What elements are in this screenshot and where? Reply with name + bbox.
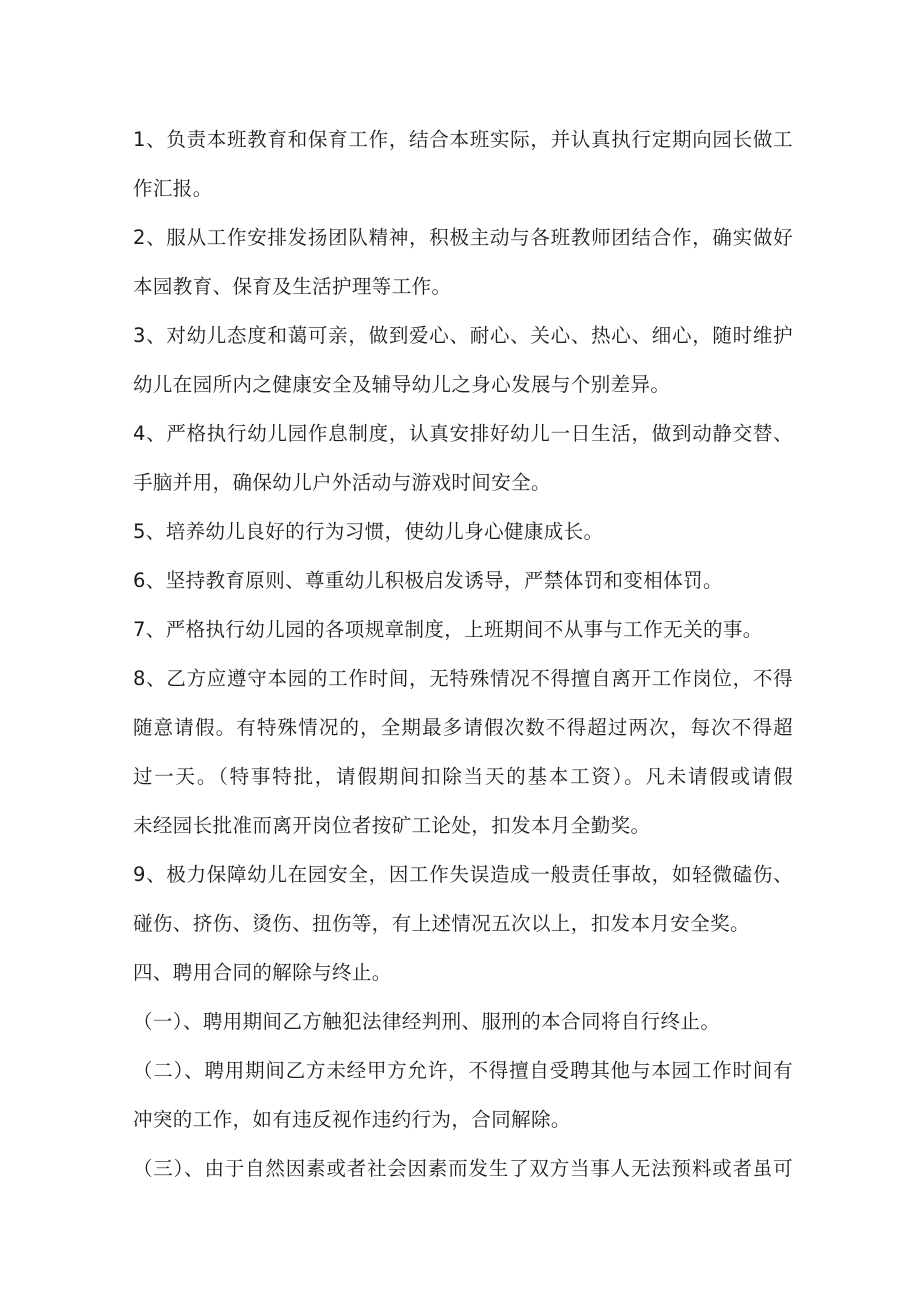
- clause-4-line-2: 手脑并用，确保幼儿户外活动与游戏时间安全。: [133, 471, 551, 494]
- subclause-1-line-1: （一）、聘用期间乙方触犯法律经判刑、服刑的本合同将自行终止。: [133, 1010, 721, 1033]
- clause-8-line-3: 过一天。（特事特批，请假期间扣除当天的基本工资）。凡未请假或请假: [133, 765, 793, 788]
- clause-6-line-1: 6、坚持教育原则、尊重幼儿积极启发诱导，严禁体罚和变相体罚。: [133, 569, 723, 592]
- clause-8-line-2: 随意请假。有特殊情况的，全期最多请假次数不得超过两次，每次不得超: [133, 716, 793, 739]
- clause-2-line-2: 本园教育、保育及生活护理等工作。: [133, 275, 452, 298]
- clause-3-line-1: 3、对幼儿态度和蔼可亲，做到爱心、耐心、关心、热心、细心，随时维护: [133, 324, 793, 347]
- section-4-heading: 四、聘用合同的解除与终止。: [133, 961, 392, 984]
- subclause-2-line-1: （二）、聘用期间乙方未经甲方允许，不得擅自受聘其他与本园工作时间有: [133, 1059, 793, 1082]
- clause-8-line-4: 未经园长批准而离开岗位者按矿工论处，扣发本月全勤奖。: [133, 814, 651, 837]
- clause-4-line-1: 4、严格执行幼儿园作息制度，认真安排好幼儿一日生活，做到动静交替、: [133, 422, 793, 445]
- clause-9-line-1: 9、极力保障幼儿在园安全，因工作失误造成一般责任事故，如轻微磕伤、: [133, 863, 793, 886]
- clause-2-line-1: 2、服从工作安排发扬团队精神，积极主动与各班教师团结合作，确实做好: [133, 226, 793, 249]
- subclause-3-line-1: （三）、由于自然因素或者社会因素而发生了双方当事人无法预料或者虽可: [133, 1157, 793, 1180]
- subclause-2-line-2: 冲突的工作，如有违反视作违约行为，合同解除。: [133, 1108, 571, 1131]
- contract-body-text: [133, 115, 793, 1193]
- clause-1-line-2: 作汇报。: [133, 177, 213, 200]
- clause-8-line-1: 8、乙方应遵守本园的工作时间，无特殊情况不得擅自离开工作岗位，不得: [133, 667, 793, 690]
- clause-7-line-1: 7、严格执行幼儿园的各项规章制度，上班期间不从事与工作无关的事。: [133, 618, 763, 641]
- clause-5-line-1: 5、培养幼儿良好的行为习惯，使幼儿身心健康成长。: [133, 520, 604, 543]
- clause-9-line-2: 碰伤、挤伤、烫伤、扭伤等，有上述情况五次以上，扣发本月安全奖。: [133, 912, 750, 935]
- clause-1-line-1: 1、负责本班教育和保育工作，结合本班实际，并认真执行定期向园长做工: [133, 128, 793, 151]
- clause-3-line-2: 幼儿在园所内之健康安全及辅导幼儿之身心发展与个别差异。: [133, 373, 671, 396]
